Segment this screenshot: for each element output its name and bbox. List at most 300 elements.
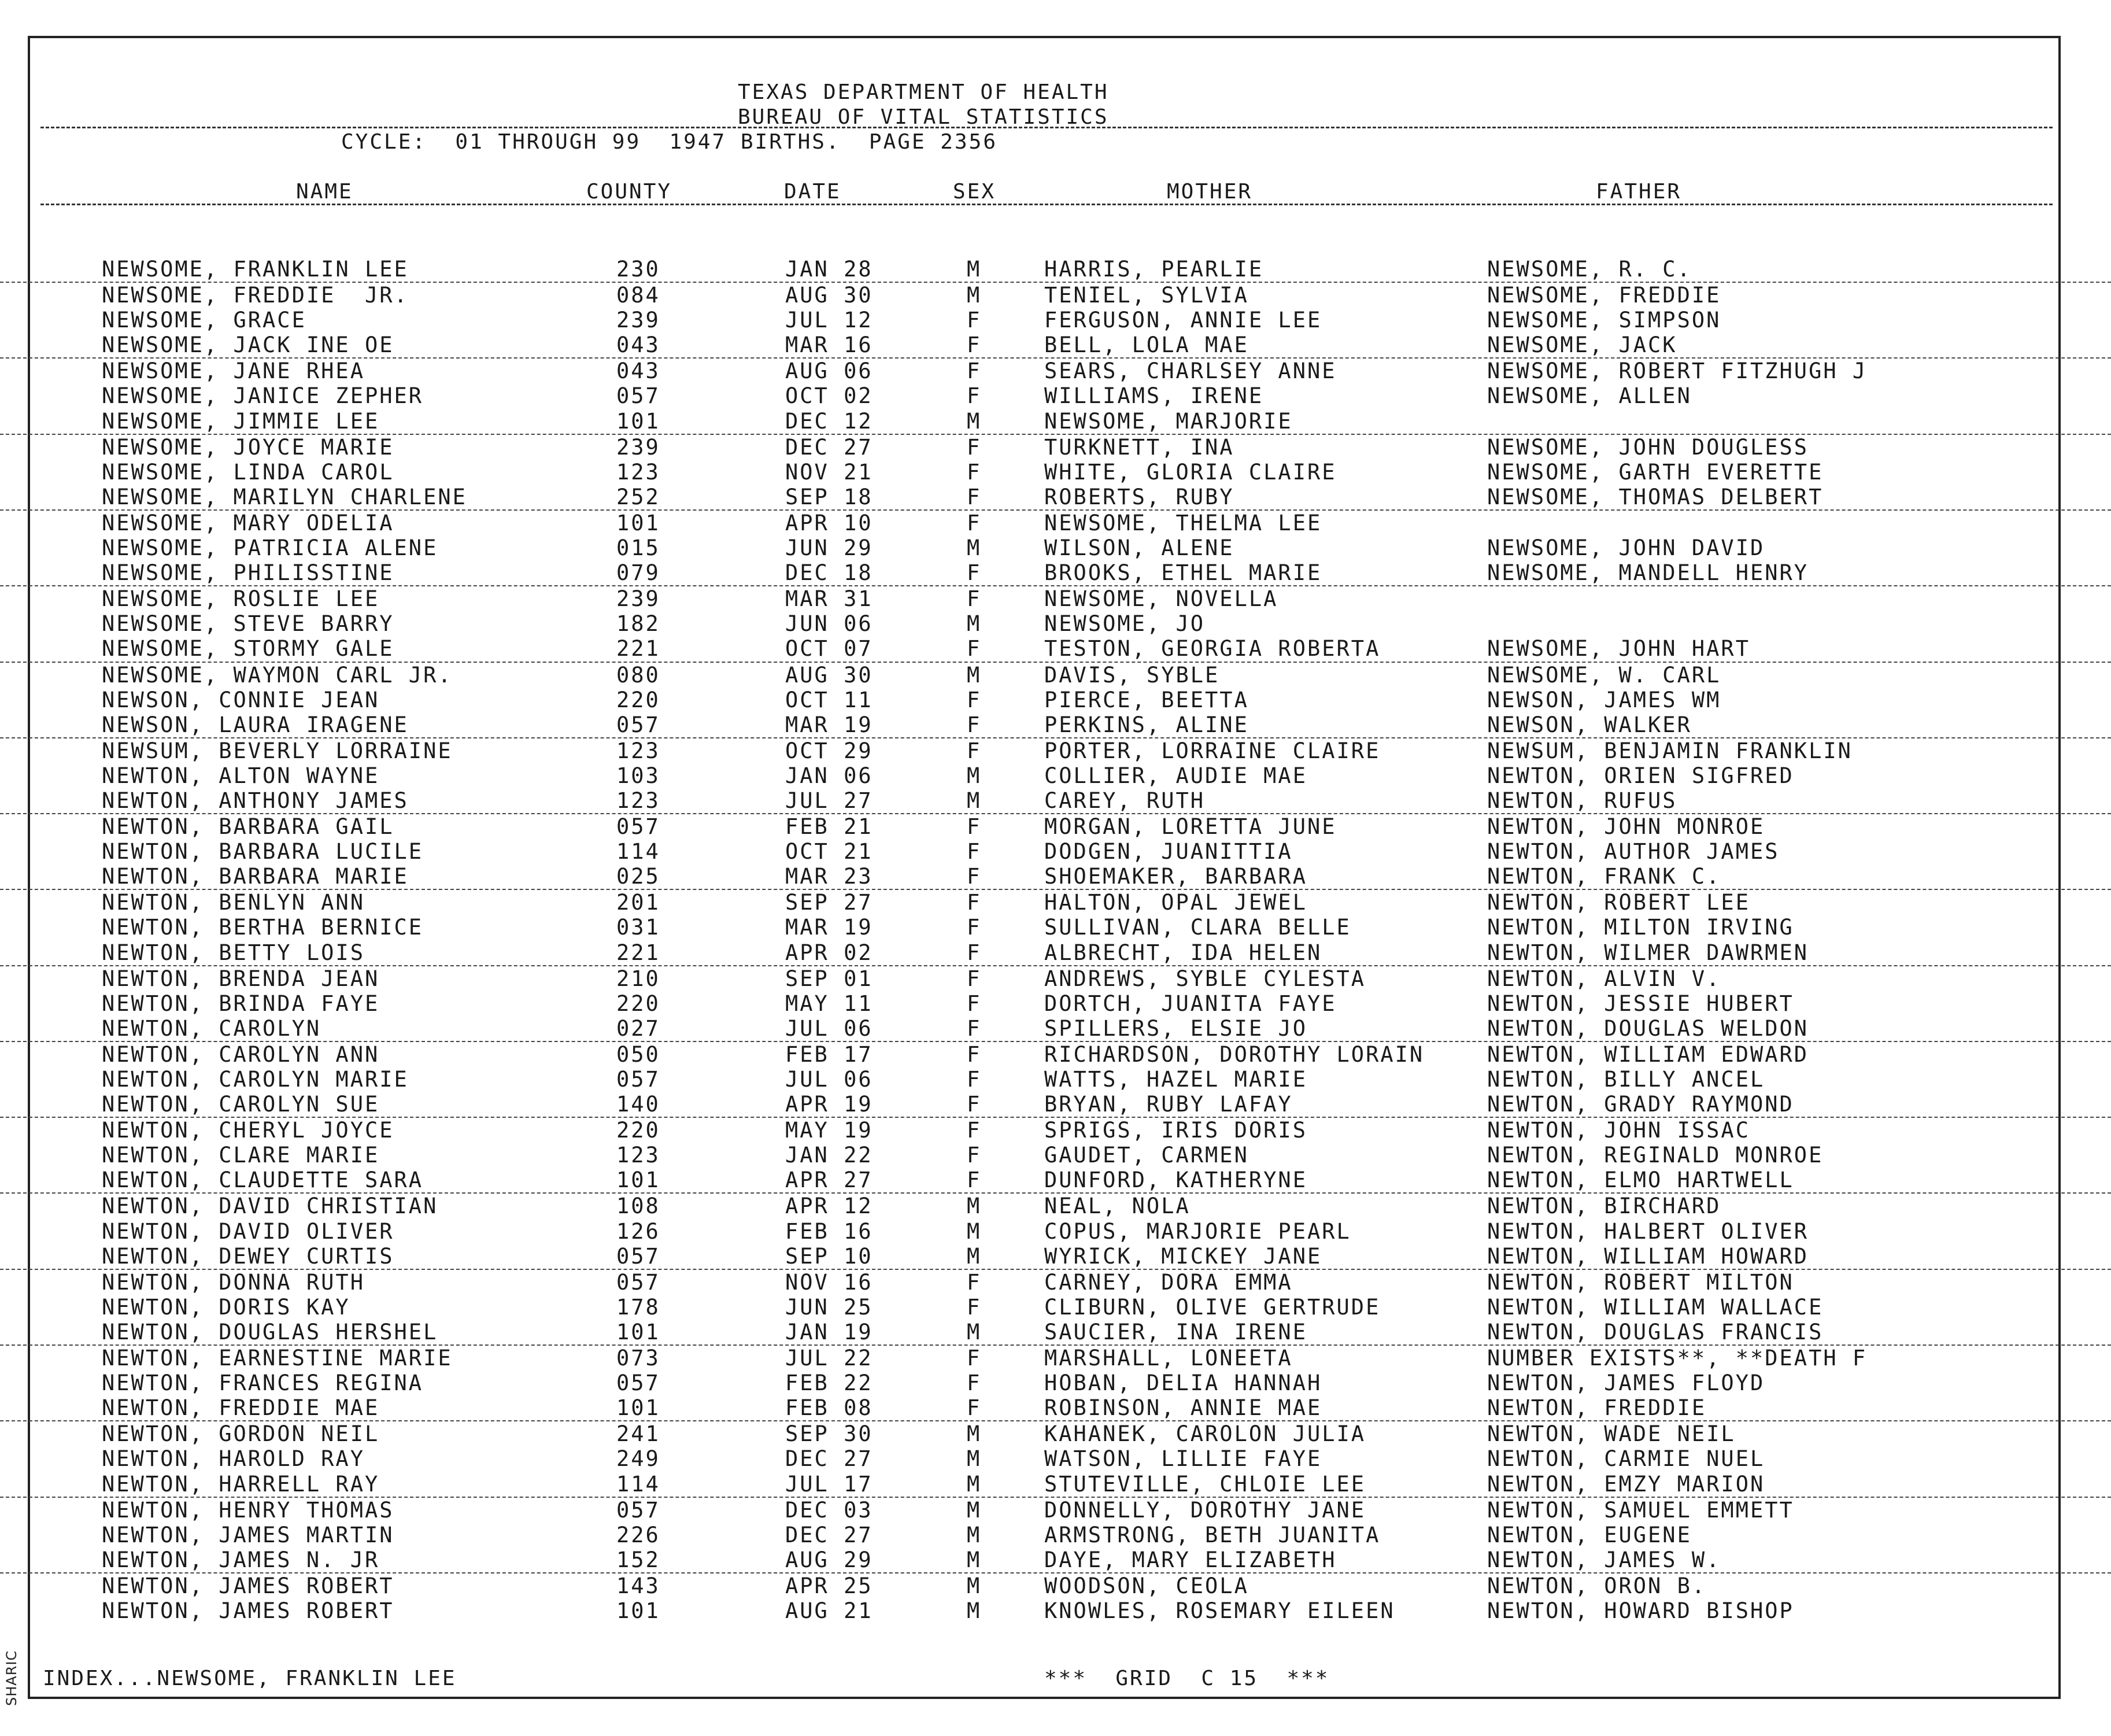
cell-date: JUL 17 [785, 1471, 873, 1497]
cell-mother: DAYE, MARY ELIZABETH [1044, 1547, 1337, 1572]
cell-name: NEWTON, BERTHA BERNICE [102, 915, 424, 940]
cell-date: JUL 27 [785, 788, 873, 813]
cell-county: 027 [616, 1015, 660, 1041]
table-row [0, 1118, 2111, 1143]
cell-father: NEWTON, DOUGLAS FRANCIS [1487, 1319, 1824, 1345]
cell-sex: F [967, 359, 982, 384]
cell-county: 043 [616, 359, 660, 384]
cell-date: JUL 12 [785, 308, 873, 333]
cell-sex: F [967, 484, 982, 509]
table-row [0, 1143, 2111, 1168]
cell-date: DEC 03 [785, 1497, 873, 1523]
cell-mother: HARRIS, PEARLIE [1044, 257, 1264, 282]
column-header-father: FATHER [1596, 180, 1682, 204]
cell-mother: DODGEN, JUANITTIA [1044, 839, 1293, 865]
column-header-mother: MOTHER [1167, 180, 1253, 204]
table-row [0, 435, 2111, 460]
column-header-date: DATE [784, 180, 841, 204]
cell-county: 031 [616, 915, 660, 940]
cell-name: NEWTON, FRANCES REGINA [102, 1371, 424, 1396]
cell-mother: MORGAN, LORETTA JUNE [1044, 814, 1337, 840]
table-row [0, 511, 2111, 535]
cell-name: NEWTON, HENRY THOMAS [102, 1497, 394, 1523]
cell-sex: M [967, 1218, 982, 1244]
cell-mother: NEWSOME, THELMA LEE [1044, 510, 1322, 535]
cell-father: NEWTON, MILTON IRVING [1487, 915, 1794, 940]
cell-sex: M [967, 1471, 982, 1497]
table-row [0, 1498, 2111, 1523]
cell-sex: F [967, 1371, 982, 1396]
cell-county: 143 [616, 1573, 660, 1598]
cell-county: 123 [616, 738, 660, 763]
cell-mother: SHOEMAKER, BARBARA [1044, 864, 1307, 889]
cell-name: NEWSOME, JANE RHEA [102, 359, 365, 384]
cell-name: NEWSOME, MARILYN CHARLENE [102, 484, 467, 509]
cell-county: 220 [616, 1118, 660, 1143]
cell-sex: M [967, 1194, 982, 1219]
cell-father: NEWTON, WILMER DAWRMEN [1487, 940, 1809, 965]
cell-mother: COPUS, MARJORIE PEARL [1044, 1218, 1351, 1244]
cell-date: FEB 22 [785, 1371, 873, 1396]
column-header-name: NAME [296, 180, 353, 204]
cell-father: NEWSOME, JACK [1487, 333, 1677, 358]
table-row [0, 991, 2111, 1016]
table-row [0, 763, 2111, 788]
cell-name: NEWTON, FREDDIE MAE [102, 1395, 380, 1421]
table-row [0, 1042, 2111, 1067]
cell-date: MAR 19 [785, 712, 873, 737]
cell-father: NEWSOME, JOHN HART [1487, 636, 1750, 662]
cell-sex: F [967, 1168, 982, 1193]
cell-county: 201 [616, 890, 660, 915]
cell-name: NEWTON, BETTY LOIS [102, 940, 365, 965]
cell-county: 178 [616, 1294, 660, 1320]
cell-sex: F [967, 712, 982, 737]
cell-father: NEWSON, WALKER [1487, 712, 1692, 737]
cell-father: NEWTON, WILLIAM HOWARD [1487, 1243, 1809, 1269]
cell-county: 073 [616, 1346, 660, 1371]
cell-father: NUMBER EXISTS**, **DEATH F [1487, 1346, 1868, 1371]
cell-mother: ARMSTRONG, BETH JUANITA [1044, 1522, 1381, 1547]
cell-county: 079 [616, 560, 660, 586]
cell-date: OCT 07 [785, 636, 873, 662]
cell-sex: F [967, 864, 982, 889]
cell-date: SEP 30 [785, 1421, 873, 1447]
cell-name: NEWSUM, BEVERLY LORRAINE [102, 738, 453, 763]
footer-grid: *** GRID C 15 *** [1044, 1667, 1330, 1690]
cell-county: 114 [616, 1471, 660, 1497]
cell-county: 239 [616, 308, 660, 333]
cell-father: NEWTON, GRADY RAYMOND [1487, 1092, 1794, 1117]
cell-name: NEWTON, ALTON WAYNE [102, 763, 380, 788]
cell-date: APR 27 [785, 1168, 873, 1193]
cell-name: NEWTON, BRINDA FAYE [102, 991, 380, 1016]
cell-sex: M [967, 1573, 982, 1598]
cell-name: NEWTON, JAMES ROBERT [102, 1598, 394, 1623]
cell-county: 239 [616, 434, 660, 460]
cell-date: DEC 27 [785, 1522, 873, 1547]
cell-sex: F [967, 687, 982, 712]
cell-mother: ROBINSON, ANNIE MAE [1044, 1395, 1322, 1421]
cell-county: 101 [616, 408, 660, 434]
cell-sex: M [967, 763, 982, 788]
cell-date: AUG 06 [785, 359, 873, 384]
cell-name: NEWSON, CONNIE JEAN [102, 687, 380, 712]
cell-date: FEB 08 [785, 1395, 873, 1421]
cell-name: NEWTON, DOUGLAS HERSHEL [102, 1319, 438, 1345]
cell-date: APR 19 [785, 1092, 873, 1117]
cell-mother: ANDREWS, SYBLE CYLESTA [1044, 966, 1366, 991]
table-row [0, 1067, 2111, 1092]
cell-mother: MARSHALL, LONEETA [1044, 1346, 1293, 1371]
cell-sex: F [967, 636, 982, 662]
cell-sex: F [967, 459, 982, 485]
cell-father: NEWTON, ROBERT MILTON [1487, 1269, 1794, 1295]
column-header-sex: SEX [953, 180, 996, 204]
cell-date: JAN 06 [785, 763, 873, 788]
cell-mother: KNOWLES, ROSEMARY EILEEN [1044, 1598, 1395, 1623]
cell-county: 221 [616, 940, 660, 965]
cell-father: NEWTON, WADE NEIL [1487, 1421, 1736, 1447]
table-row [0, 1421, 2111, 1446]
cell-date: JUL 06 [785, 1067, 873, 1092]
cell-mother: NEWSOME, NOVELLA [1044, 586, 1278, 612]
table-row [0, 636, 2111, 662]
cell-mother: HOBAN, DELIA HANNAH [1044, 1371, 1322, 1396]
table-row [0, 788, 2111, 814]
cell-mother: ALBRECHT, IDA HELEN [1044, 940, 1322, 965]
cell-name: NEWTON, GORDON NEIL [102, 1421, 380, 1447]
cell-father: NEWTON, FREDDIE [1487, 1395, 1707, 1421]
cell-date: JUL 06 [785, 1015, 873, 1041]
table-row [0, 839, 2111, 864]
cell-county: 249 [616, 1446, 660, 1472]
cell-father: NEWTON, JOHN MONROE [1487, 814, 1765, 840]
cell-date: MAR 16 [785, 333, 873, 358]
table-row [0, 383, 2111, 408]
cell-mother: BROOKS, ETHEL MARIE [1044, 560, 1322, 586]
cell-date: AUG 21 [785, 1598, 873, 1623]
cell-mother: FERGUSON, ANNIE LEE [1044, 308, 1322, 333]
cell-father: NEWTON, REGINALD MONROE [1487, 1143, 1824, 1168]
cell-date: DEC 27 [785, 434, 873, 460]
cell-sex: M [967, 788, 982, 813]
cell-father: NEWTON, SAMUEL EMMETT [1487, 1497, 1794, 1523]
table-row [0, 1395, 2111, 1421]
cell-mother: NEWSOME, JO [1044, 611, 1206, 637]
cell-mother: PIERCE, BEETTA [1044, 687, 1249, 712]
cell-name: NEWSOME, JACK INE OE [102, 333, 394, 358]
cell-sex: F [967, 1143, 982, 1168]
cell-father: NEWTON, JESSIE HUBERT [1487, 991, 1794, 1016]
table-row [0, 1472, 2111, 1498]
table-row [0, 1168, 2111, 1194]
cell-date: NOV 21 [785, 459, 873, 485]
cell-sex: F [967, 510, 982, 535]
cell-father: NEWTON, HOWARD BISHOP [1487, 1598, 1794, 1623]
cell-mother: RICHARDSON, DOROTHY LORAIN [1044, 1041, 1425, 1067]
cell-date: MAR 19 [785, 915, 873, 940]
cell-name: NEWSOME, ROSLIE LEE [102, 586, 380, 612]
cell-father: NEWSOME, FREDDIE [1487, 283, 1721, 308]
cell-county: 123 [616, 1143, 660, 1168]
cell-sex: M [967, 1421, 982, 1447]
cell-date: SEP 27 [785, 890, 873, 915]
header-divider [40, 127, 2053, 128]
cell-county: 057 [616, 1497, 660, 1523]
cell-name: NEWTON, CAROLYN ANN [102, 1041, 380, 1067]
cell-date: OCT 02 [785, 383, 873, 409]
cell-sex: F [967, 586, 982, 612]
cell-sex: F [967, 839, 982, 865]
cell-county: 210 [616, 966, 660, 991]
cell-county: 101 [616, 1168, 660, 1193]
cell-sex: F [967, 738, 982, 763]
cell-date: AUG 30 [785, 662, 873, 688]
cell-date: MAR 31 [785, 586, 873, 612]
cell-county: 057 [616, 383, 660, 409]
cell-date: APR 02 [785, 940, 873, 965]
cell-sex: M [967, 1446, 982, 1472]
table-row [0, 359, 2111, 383]
cell-name: NEWSOME, GRACE [102, 308, 306, 333]
cell-date: APR 25 [785, 1573, 873, 1598]
cell-name: NEWSOME, JANICE ZEPHER [102, 383, 424, 409]
cell-sex: M [967, 662, 982, 688]
cell-sex: F [967, 383, 982, 409]
cell-date: AUG 29 [785, 1547, 873, 1572]
cell-mother: NEAL, NOLA [1044, 1194, 1191, 1219]
cell-name: NEWSOME, WAYMON CARL JR. [102, 662, 453, 688]
cell-father: NEWTON, ORON B. [1487, 1573, 1707, 1598]
cell-name: NEWSOME, JIMMIE LEE [102, 408, 380, 434]
cell-name: NEWTON, DAVID OLIVER [102, 1218, 394, 1244]
cell-sex: F [967, 1294, 982, 1320]
cell-sex: F [967, 333, 982, 358]
cell-mother: SPRIGS, IRIS DORIS [1044, 1118, 1307, 1143]
cell-mother: CAREY, RUTH [1044, 788, 1206, 813]
cell-name: NEWTON, BARBARA LUCILE [102, 839, 424, 865]
cell-sex: F [967, 940, 982, 965]
cell-county: 123 [616, 459, 660, 485]
cell-date: JAN 19 [785, 1319, 873, 1345]
cell-father: NEWSON, JAMES WM [1487, 687, 1721, 712]
cell-sex: F [967, 434, 982, 460]
column-header-divider [40, 204, 2053, 205]
cell-father: NEWTON, AUTHOR JAMES [1487, 839, 1780, 865]
cell-name: NEWTON, JAMES MARTIN [102, 1522, 394, 1547]
cell-date: MAY 11 [785, 991, 873, 1016]
cell-father: NEWSOME, SIMPSON [1487, 308, 1721, 333]
table-row [0, 586, 2111, 611]
cell-county: 101 [616, 510, 660, 535]
cell-father: NEWTON, JAMES W. [1487, 1547, 1721, 1572]
table-row [0, 864, 2111, 890]
cell-mother: WHITE, GLORIA CLAIRE [1044, 459, 1337, 485]
table-row [0, 333, 2111, 359]
cell-county: 057 [616, 1269, 660, 1295]
cell-sex: F [967, 1067, 982, 1092]
cell-name: NEWSOME, JOYCE MARIE [102, 434, 394, 460]
table-row [0, 890, 2111, 915]
cell-father: NEWSOME, THOMAS DELBERT [1487, 484, 1824, 509]
cell-father: NEWTON, RUFUS [1487, 788, 1677, 813]
cell-father: NEWSOME, ROBERT FITZHUGH J [1487, 359, 1868, 384]
cell-name: NEWSOME, PHILISSTINE [102, 560, 394, 586]
cell-county: 114 [616, 839, 660, 865]
cell-name: NEWTON, HARRELL RAY [102, 1471, 380, 1497]
cell-father: NEWSOME, GARTH EVERETTE [1487, 459, 1824, 485]
table-row [0, 1523, 2111, 1547]
cell-mother: COLLIER, AUDIE MAE [1044, 763, 1307, 788]
cell-county: 221 [616, 636, 660, 662]
cell-mother: KAHANEK, CAROLON JULIA [1044, 1421, 1366, 1447]
cell-mother: PERKINS, ALINE [1044, 712, 1249, 737]
cell-mother: SAUCIER, INA IRENE [1044, 1319, 1307, 1345]
cell-sex: F [967, 1015, 982, 1041]
cell-father: NEWTON, BIRCHARD [1487, 1194, 1721, 1219]
table-row [0, 485, 2111, 511]
cell-county: 226 [616, 1522, 660, 1547]
footer-index: INDEX...NEWSOME, FRANKLIN LEE [43, 1667, 457, 1690]
cell-sex: F [967, 890, 982, 915]
cell-county: 015 [616, 535, 660, 561]
cell-sex: M [967, 408, 982, 434]
cell-county: 230 [616, 257, 660, 282]
cell-date: JUL 22 [785, 1346, 873, 1371]
cell-name: NEWTON, ANTHONY JAMES [102, 788, 409, 813]
cell-mother: WATSON, LILLIE FAYE [1044, 1446, 1322, 1472]
cell-name: NEWTON, EARNESTINE MARIE [102, 1346, 453, 1371]
cell-county: 220 [616, 991, 660, 1016]
cell-county: 080 [616, 662, 660, 688]
cell-county: 126 [616, 1218, 660, 1244]
agency-title: TEXAS DEPARTMENT OF HEALTH [738, 80, 1109, 104]
cell-date: FEB 21 [785, 814, 873, 840]
cell-name: NEWTON, BRENDA JEAN [102, 966, 380, 991]
cell-sex: M [967, 1598, 982, 1623]
cell-mother: DUNFORD, KATHERYNE [1044, 1168, 1307, 1193]
cell-name: NEWTON, DEWEY CURTIS [102, 1243, 394, 1269]
cell-date: JAN 22 [785, 1143, 873, 1168]
cell-sex: F [967, 1092, 982, 1117]
cell-mother: SULLIVAN, CLARA BELLE [1044, 915, 1351, 940]
cell-name: NEWTON, BARBARA MARIE [102, 864, 409, 889]
cell-county: 057 [616, 1371, 660, 1396]
cell-date: FEB 17 [785, 1041, 873, 1067]
cell-date: OCT 21 [785, 839, 873, 865]
table-row [0, 1446, 2111, 1471]
cell-date: SEP 10 [785, 1243, 873, 1269]
cell-county: 084 [616, 283, 660, 308]
cell-county: 057 [616, 1243, 660, 1269]
cell-county: 182 [616, 611, 660, 637]
table-row [0, 1244, 2111, 1270]
table-row [0, 257, 2111, 283]
cell-county: 220 [616, 687, 660, 712]
cell-mother: CARNEY, DORA EMMA [1044, 1269, 1293, 1295]
cell-father: NEWSUM, BENJAMIN FRANKLIN [1487, 738, 1853, 763]
table-row [0, 1219, 2111, 1244]
table-row [0, 409, 2111, 435]
cell-mother: SEARS, CHARLSEY ANNE [1044, 359, 1337, 384]
cell-county: 252 [616, 484, 660, 509]
table-row [0, 308, 2111, 333]
table-row [0, 1371, 2111, 1395]
cell-name: NEWSOME, PATRICIA ALENE [102, 535, 438, 561]
cell-name: NEWTON, DORIS KAY [102, 1294, 350, 1320]
table-row [0, 663, 2111, 688]
table-row [0, 1295, 2111, 1320]
cell-sex: M [967, 611, 982, 637]
cell-name: NEWTON, CLAUDETTE SARA [102, 1168, 424, 1193]
cell-father: NEWTON, EMZY MARION [1487, 1471, 1765, 1497]
table-row [0, 1346, 2111, 1371]
cell-father: NEWTON, CARMIE NUEL [1487, 1446, 1765, 1472]
cell-mother: STUTEVILLE, CHLOIE LEE [1044, 1471, 1366, 1497]
cell-name: NEWSON, LAURA IRAGENE [102, 712, 409, 737]
cell-sex: M [967, 1522, 982, 1547]
table-row [0, 966, 2111, 991]
cell-mother: WILLIAMS, IRENE [1044, 383, 1264, 409]
cell-date: JUN 06 [785, 611, 873, 637]
cell-father: NEWSOME, W. CARL [1487, 662, 1721, 688]
cell-mother: TENIEL, SYLVIA [1044, 283, 1249, 308]
cell-name: NEWTON, HAROLD RAY [102, 1446, 365, 1472]
cell-date: OCT 29 [785, 738, 873, 763]
cell-name: NEWTON, CHERYL JOYCE [102, 1118, 394, 1143]
cell-sex: M [967, 1497, 982, 1523]
cell-sex: F [967, 991, 982, 1016]
table-row [0, 1270, 2111, 1295]
table-row [0, 738, 2111, 763]
cell-mother: SPILLERS, ELSIE JO [1044, 1015, 1307, 1041]
cell-county: 239 [616, 586, 660, 612]
cell-date: APR 12 [785, 1194, 873, 1219]
cell-county: 050 [616, 1041, 660, 1067]
cell-mother: CLIBURN, OLIVE GERTRUDE [1044, 1294, 1381, 1320]
cell-county: 101 [616, 1598, 660, 1623]
table-row [0, 460, 2111, 485]
cell-father: NEWTON, DOUGLAS WELDON [1487, 1015, 1809, 1041]
cell-mother: DONNELLY, DOROTHY JANE [1044, 1497, 1366, 1523]
cell-father: NEWTON, BILLY ANCEL [1487, 1067, 1765, 1092]
cell-mother: NEWSOME, MARJORIE [1044, 408, 1293, 434]
cell-date: DEC 18 [785, 560, 873, 586]
cell-name: NEWTON, BENLYN ANN [102, 890, 365, 915]
cell-county: 057 [616, 712, 660, 737]
cell-sex: F [967, 308, 982, 333]
cell-mother: WYRICK, MICKEY JANE [1044, 1243, 1322, 1269]
cell-father: NEWTON, FRANK C. [1487, 864, 1721, 889]
cell-sex: F [967, 814, 982, 840]
cell-date: APR 10 [785, 510, 873, 535]
cell-sex: M [967, 1319, 982, 1345]
cell-father: NEWSOME, JOHN DOUGLESS [1487, 434, 1809, 460]
cell-mother: TURKNETT, INA [1044, 434, 1234, 460]
cell-mother: WILSON, ALENE [1044, 535, 1234, 561]
cell-father: NEWTON, ELMO HARTWELL [1487, 1168, 1794, 1193]
cell-name: NEWSOME, STORMY GALE [102, 636, 394, 662]
cell-county: 140 [616, 1092, 660, 1117]
cell-date: SEP 18 [785, 484, 873, 509]
cell-mother: WOODSON, CEOLA [1044, 1573, 1249, 1598]
cell-sex: F [967, 915, 982, 940]
cell-father: NEWSOME, ALLEN [1487, 383, 1692, 409]
cell-name: NEWTON, CAROLYN SUE [102, 1092, 380, 1117]
cell-name: NEWTON, DAVID CHRISTIAN [102, 1194, 438, 1219]
cell-county: 108 [616, 1194, 660, 1219]
